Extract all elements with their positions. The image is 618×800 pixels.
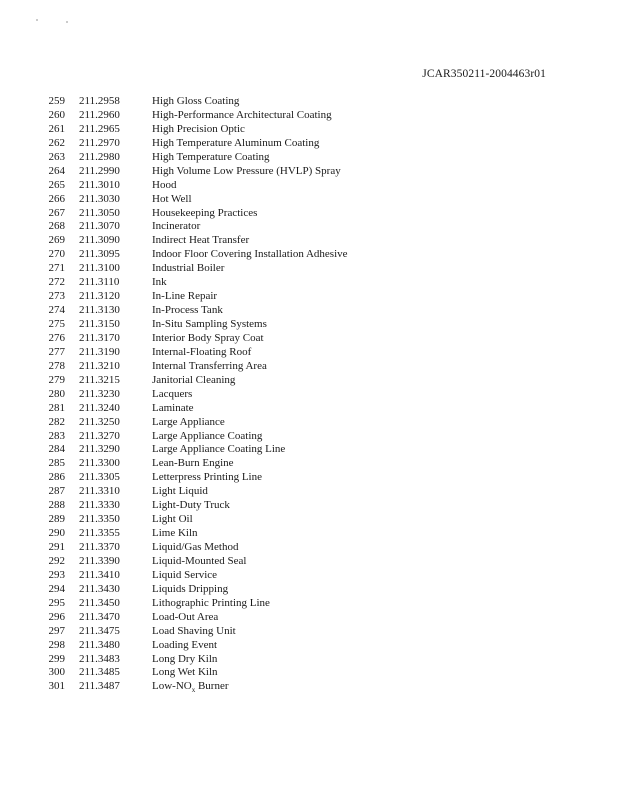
list-item — [0, 109, 618, 123]
defined-term: Large Appliance — [152, 415, 225, 428]
list-item — [0, 541, 618, 555]
section-number: 211.2980 — [79, 150, 120, 163]
section-number: 211.3475 — [79, 624, 120, 637]
list-item — [0, 137, 618, 151]
section-number: 211.3130 — [79, 304, 120, 317]
item-number: 281 — [48, 401, 65, 414]
list-item — [0, 374, 618, 388]
list-item — [0, 471, 618, 485]
list-item — [0, 95, 618, 109]
defined-term: Interior Body Spray Coat — [152, 331, 264, 344]
item-number: 260 — [48, 108, 65, 121]
defined-term: High Volume Low Pressure (HVLP) Spray — [152, 164, 341, 177]
defined-term: In-Line Repair — [152, 290, 218, 303]
item-number: 296 — [48, 610, 65, 623]
list-item — [0, 680, 618, 694]
defined-term: Large Appliance Coating Line — [152, 443, 286, 456]
item-number: 301 — [48, 680, 65, 693]
defined-term: Internal-Floating Roof — [152, 345, 252, 358]
defined-term: Indirect Heat Transfer — [152, 234, 250, 247]
section-number: 211.3310 — [79, 485, 120, 498]
section-number: 211.3170 — [79, 331, 120, 344]
defined-term: In-Situ Sampling Systems — [152, 318, 267, 330]
section-number: 211.3450 — [79, 596, 120, 609]
item-number: 285 — [48, 457, 65, 470]
section-number: 211.3095 — [79, 248, 120, 261]
item-number: 292 — [48, 554, 65, 567]
defined-term: Liquid-Mounted Seal — [152, 554, 247, 567]
item-number: 287 — [48, 485, 65, 498]
section-number: 211.3010 — [79, 178, 120, 191]
list-item — [0, 527, 618, 541]
item-number: 289 — [48, 513, 65, 526]
list-item — [0, 597, 618, 611]
section-number: 211.3370 — [79, 541, 120, 553]
section-number: 211.3480 — [79, 638, 120, 651]
defined-term: Load Shaving Unit — [152, 624, 236, 637]
item-number: 267 — [48, 206, 65, 219]
item-number: 294 — [48, 582, 65, 595]
list-item — [0, 611, 618, 625]
document-id: JCAR350211-2004463r01 — [422, 68, 546, 80]
item-number: 266 — [48, 192, 65, 205]
list-item — [0, 165, 618, 179]
defined-term: Indoor Floor Covering Installation Adhesive — [152, 248, 348, 261]
section-number: 211.3100 — [79, 262, 120, 275]
section-number: 211.2960 — [79, 108, 120, 121]
defined-term: Light Liquid — [152, 485, 208, 498]
defined-term: High-Performance Architectural Coating — [152, 108, 332, 121]
list-item — [0, 360, 618, 374]
item-number: 295 — [48, 596, 65, 609]
list-item — [0, 513, 618, 527]
item-number: 274 — [48, 304, 65, 317]
item-number: 268 — [48, 220, 65, 233]
list-item — [0, 220, 618, 234]
item-number: 278 — [48, 359, 65, 372]
defined-term: Light Oil — [152, 513, 193, 526]
list-item — [0, 151, 618, 165]
item-number: 259 — [48, 95, 65, 107]
list-item — [0, 416, 618, 430]
defined-term: Liquids Dripping — [152, 582, 229, 595]
item-number: 280 — [48, 387, 65, 400]
section-number: 211.3483 — [79, 652, 120, 665]
item-number: 297 — [48, 624, 65, 637]
item-number: 271 — [48, 262, 65, 275]
section-number: 211.3390 — [79, 554, 120, 567]
section-number: 211.3210 — [79, 359, 120, 372]
item-number: 275 — [48, 318, 65, 330]
section-number: 211.3485 — [79, 666, 120, 679]
defined-term: High Temperature Coating — [152, 150, 270, 163]
scan-speck — [66, 21, 68, 23]
item-number: 284 — [48, 443, 65, 456]
section-number: 211.3300 — [79, 457, 120, 470]
defined-term: Industrial Boiler — [152, 262, 225, 275]
defined-term: Lacquers — [152, 387, 193, 400]
item-number: 273 — [48, 290, 65, 303]
section-number: 211.3470 — [79, 610, 120, 623]
defined-term: Internal Transferring Area — [152, 359, 267, 372]
list-item — [0, 388, 618, 402]
list-item — [0, 485, 618, 499]
section-number: 211.3240 — [79, 401, 120, 414]
item-number: 290 — [48, 527, 65, 540]
section-number: 211.3305 — [79, 471, 120, 484]
list-item — [0, 262, 618, 276]
list-item — [0, 625, 618, 639]
defined-term-subscript: x — [191, 686, 196, 695]
list-item — [0, 276, 618, 290]
definitions-list — [0, 95, 618, 694]
defined-term: In-Process Tank — [152, 304, 223, 317]
item-number: 300 — [48, 666, 65, 679]
list-item — [0, 290, 618, 304]
section-number: 211.3330 — [79, 499, 120, 512]
section-number: 211.2958 — [79, 95, 120, 107]
item-number: 298 — [48, 638, 65, 651]
list-item — [0, 639, 618, 653]
section-number: 211.3120 — [79, 290, 120, 303]
item-number: 299 — [48, 652, 65, 665]
list-item — [0, 653, 618, 667]
defined-term: Hood — [152, 178, 177, 191]
list-item — [0, 666, 618, 680]
list-item — [0, 555, 618, 569]
section-number: 211.3150 — [79, 318, 120, 330]
item-number: 293 — [48, 568, 65, 581]
defined-term: Liquid Service — [152, 568, 218, 581]
defined-term: Long Wet Kiln — [152, 666, 218, 679]
item-number: 276 — [48, 331, 65, 344]
defined-term: Lean-Burn Engine — [152, 457, 234, 470]
list-item — [0, 234, 618, 248]
section-number: 211.3030 — [79, 192, 120, 205]
section-number: 211.3070 — [79, 220, 120, 233]
section-number: 211.2970 — [79, 136, 120, 149]
item-number: 282 — [48, 415, 65, 428]
item-number: 272 — [48, 276, 65, 289]
item-number: 283 — [48, 429, 65, 442]
item-number: 291 — [48, 541, 65, 553]
section-number: 211.3190 — [79, 345, 120, 358]
defined-term-text: Low-NO — [152, 680, 192, 693]
item-number: 264 — [48, 164, 65, 177]
list-item — [0, 346, 618, 360]
section-number: 211.3250 — [79, 415, 120, 428]
item-number: 288 — [48, 499, 65, 512]
section-number: 211.3090 — [79, 234, 120, 247]
list-item — [0, 207, 618, 221]
section-number: 211.3215 — [79, 373, 120, 386]
section-number: 211.3487 — [79, 680, 120, 693]
list-item — [0, 332, 618, 346]
list-item — [0, 457, 618, 471]
section-number: 211.2965 — [79, 122, 120, 135]
item-number: 277 — [48, 345, 65, 358]
section-number: 211.3355 — [79, 527, 120, 540]
list-item — [0, 583, 618, 597]
defined-term: Janitorial Cleaning — [152, 373, 236, 386]
item-number: 261 — [48, 122, 65, 135]
section-number: 211.3430 — [79, 582, 120, 595]
item-number: 286 — [48, 471, 65, 484]
defined-term: Light-Duty Truck — [152, 499, 230, 512]
defined-term — [152, 680, 229, 694]
defined-term: High Precision Optic — [152, 122, 245, 135]
defined-term: Housekeeping Practices — [152, 206, 258, 219]
list-item — [0, 443, 618, 457]
list-item — [0, 123, 618, 137]
defined-term: Ink — [152, 276, 167, 289]
defined-term: Hot Well — [152, 192, 192, 205]
section-number: 211.3350 — [79, 513, 120, 526]
defined-term-suffix: Burner — [195, 680, 229, 693]
list-item — [0, 318, 618, 332]
defined-term: Long Dry Kiln — [152, 652, 218, 665]
list-item — [0, 499, 618, 513]
item-number: 265 — [48, 178, 65, 191]
section-number: 211.2990 — [79, 164, 120, 177]
section-number: 211.3230 — [79, 387, 120, 400]
defined-term: Large Appliance Coating — [152, 429, 263, 442]
list-item — [0, 430, 618, 444]
list-item — [0, 193, 618, 207]
list-item — [0, 248, 618, 262]
item-number: 263 — [48, 150, 65, 163]
defined-term: Lithographic Printing Line — [152, 596, 270, 609]
scan-speck — [36, 19, 38, 21]
defined-term: Lime Kiln — [152, 527, 198, 540]
item-number: 279 — [48, 373, 65, 386]
section-number: 211.3270 — [79, 429, 120, 442]
item-number: 269 — [48, 234, 65, 247]
item-number: 270 — [48, 248, 65, 261]
section-number: 211.3110 — [79, 276, 120, 289]
defined-term: Laminate — [152, 401, 194, 414]
list-item — [0, 304, 618, 318]
defined-term: Loading Event — [152, 638, 218, 651]
section-number: 211.3050 — [79, 206, 120, 219]
item-number: 262 — [48, 136, 65, 149]
section-number: 211.3410 — [79, 568, 120, 581]
section-number: 211.3290 — [79, 443, 120, 456]
defined-term: Load-Out Area — [152, 610, 219, 623]
defined-term: High Gloss Coating — [152, 95, 240, 107]
list-item — [0, 179, 618, 193]
list-item — [0, 569, 618, 583]
defined-term: Incinerator — [152, 220, 201, 233]
defined-term: High Temperature Aluminum Coating — [152, 136, 320, 149]
list-item — [0, 402, 618, 416]
defined-term: Liquid/Gas Method — [152, 541, 239, 553]
defined-term: Letterpress Printing Line — [152, 471, 262, 484]
